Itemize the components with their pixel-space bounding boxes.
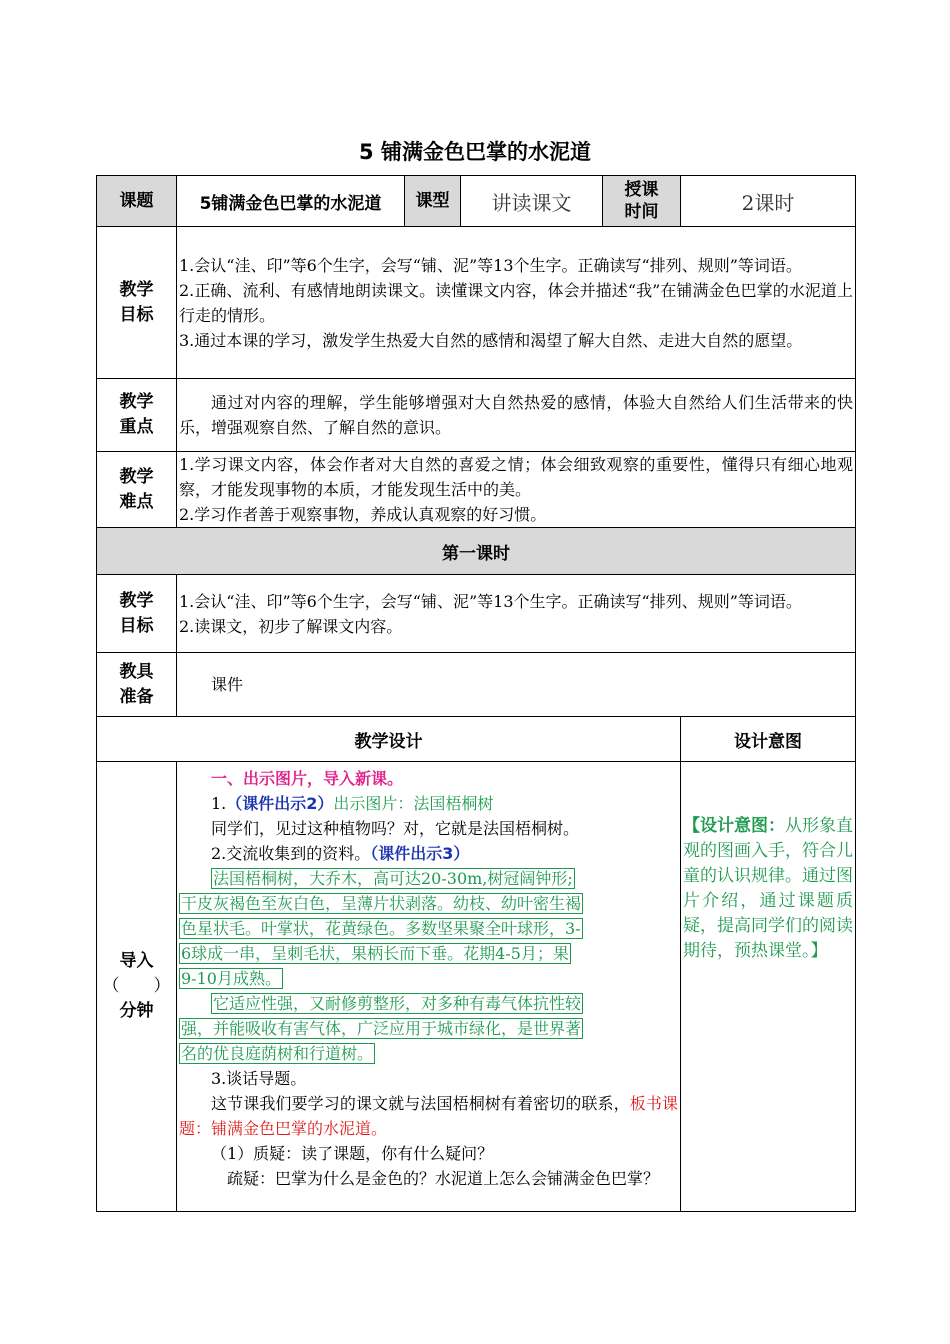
time-value: 2课时 <box>681 176 856 227</box>
difficulties-row <box>97 452 856 528</box>
info-box-2 <box>179 991 678 1066</box>
difficulties-label <box>97 452 177 528</box>
goal-line: 3.通过本课的学习，激发学生热爱大自然的感情和渴望了解大自然、走进大自然的愿望。 <box>179 330 803 350</box>
info-line <box>179 1041 678 1066</box>
info-box-1 <box>179 866 678 991</box>
intent-content <box>681 762 856 1212</box>
answer: 疏疑：巴掌为什么是金色的？水泥道上怎么会铺满金色巴掌？ <box>227 1169 660 1188</box>
step-3: 3.谈话导题。 <box>211 1069 307 1088</box>
info-line <box>179 891 678 916</box>
question: （1）质疑：读了课题，你有什么疑问？ <box>211 1144 494 1163</box>
tools-row <box>97 653 856 717</box>
topic-label: 课题 <box>97 176 177 227</box>
goal-line: 2.正确、流利、有感情地朗读课文。读懂课文内容，体会并描述“我”在铺满金色巴掌的水泥道上行走的情形。 <box>179 280 853 325</box>
info-line <box>179 916 678 941</box>
lesson-goal-line: 2.读课文，初步了解课文内容。 <box>179 616 403 636</box>
board-title: 板书课题：铺满金色巴掌的水泥道。 <box>179 1094 678 1138</box>
info-line-text: 干皮灰褐色至灰白色，呈薄片状剥落。幼枝、幼叶密生褐 <box>181 894 582 913</box>
lesson-goals-row <box>97 575 856 653</box>
info-line-text: 6球成一串，呈刺毛状，果柄长而下垂。花期4-5月；果 <box>181 944 569 963</box>
lesson-goals-content <box>177 575 856 653</box>
info-line-text: 名的优良庭荫树和行道树。 <box>181 1044 374 1063</box>
courseware-tag-3: （课件出示3） <box>370 844 470 863</box>
step-2 <box>179 841 678 866</box>
section-title <box>179 766 678 791</box>
section-label-bottom: 分钟 <box>119 1001 154 1021</box>
goals-label-text: 教学目标 <box>119 279 154 325</box>
info-line-text: 法国梧桐树，大乔木，高可达20-30m,树冠阔钟形; <box>213 869 573 888</box>
design-header: 教学设计 <box>97 717 681 762</box>
time-label <box>603 176 681 227</box>
courseware-tag-2: （课件出示2） <box>226 794 334 813</box>
lesson-goals-label-text: 教学目标 <box>119 590 154 636</box>
lesson-goal-line: 1.会认“洼、印”等6个生字，会写“铺、泥”等13个生字。正确读写“排列、规则”等词语。 <box>179 591 802 611</box>
key-points-label-text: 教学重点 <box>119 392 154 437</box>
difficulty-line: 2.学习作者善于观察事物，养成认真观察的好习惯。 <box>179 505 547 524</box>
type-label: 课型 <box>405 176 461 227</box>
step-3-text: 这节课我们要学习的课文就与法国梧桐树有着密切的联系， <box>211 1094 630 1113</box>
tools-content <box>177 653 856 717</box>
page-title: 5 铺满金色巴掌的水泥道 <box>359 140 591 164</box>
tools-label <box>97 653 177 717</box>
section-label-paren: （ ） <box>102 976 171 996</box>
step-1-talk: 同学们，见过这种植物吗？对，它就是法国梧桐树。 <box>211 819 580 838</box>
design-row <box>97 762 856 1212</box>
intent-lead: 【设计意图： <box>683 816 785 836</box>
step-1-num: 1. <box>211 794 227 813</box>
info-line <box>179 1016 678 1041</box>
key-points-content <box>177 379 856 452</box>
info-line <box>179 866 678 891</box>
header-row <box>97 176 856 227</box>
difficulty-line: 1.学习课文内容，体会作者对大自然的喜爱之情；体会细致观察的重要性，懂得只有细心地观察，才能发现事物的本质，才能发现生活中的美。 <box>179 455 853 499</box>
info-line <box>179 941 678 966</box>
info-line <box>179 991 678 1016</box>
info-line <box>179 966 678 991</box>
info-line-text: 色星状毛。叶掌状，花黄绿色。多数坚果聚全叶球形，3- <box>181 919 581 938</box>
section-label-top: 导入 <box>119 951 154 971</box>
info-line-text: 9-10月成熟。 <box>181 969 281 988</box>
lesson-plan-table <box>96 175 856 1212</box>
step-1 <box>179 791 678 816</box>
type-value: 讲读课文 <box>461 176 603 227</box>
topic-value: 5铺满金色巴掌的水泥道 <box>177 176 405 227</box>
key-points-row <box>97 379 856 452</box>
info-line-text: 强，并能吸收有害气体，广泛应用于城市绿化，是世界著 <box>181 1019 582 1038</box>
design-header-row <box>97 717 856 762</box>
step-3-paragraph <box>179 1091 678 1141</box>
key-points-text: 通过对内容的理解，学生能够增强对大自然热爱的感情，体验大自然给人们生活带来的快乐，增强观察自然、了解自然的意识。 <box>179 393 853 437</box>
difficulties-content <box>177 452 856 528</box>
step-1-text: 出示图片：法国梧桐树 <box>333 794 494 813</box>
tools-text: 课件 <box>211 675 244 694</box>
intent-body: 从形象直观的图画入手，符合儿童的认识规律。通过图片介绍，通过课题质疑，提高同学们的阅读期待，预热课堂。】 <box>683 816 853 961</box>
info-line-text: 它适应性强，又耐修剪整形，对多种有毒气体抗性较 <box>213 994 582 1013</box>
goal-line: 1.会认“洼、印”等6个生字，会写“铺、泥”等13个生字。正确读写“排列、规则”等词语。 <box>179 255 802 275</box>
lesson-heading: 第一课时 <box>97 528 856 575</box>
section-label <box>97 762 177 1212</box>
step-2-text: 2.交流收集到的资料。 <box>211 844 371 863</box>
time-label-text: 授课时间 <box>624 180 659 222</box>
goals-content <box>177 227 856 379</box>
lesson-heading-row <box>97 528 856 575</box>
lesson-goals-label <box>97 575 177 653</box>
goals-label <box>97 227 177 379</box>
key-points-label <box>97 379 177 452</box>
tools-label-text: 教具准备 <box>119 661 154 707</box>
goals-row <box>97 227 856 379</box>
intent-header: 设计意图 <box>681 717 856 762</box>
difficulties-label-text: 教学难点 <box>119 466 154 512</box>
design-content <box>177 762 681 1212</box>
section-title-text: 一、出示图片，导入新课。 <box>211 769 404 788</box>
